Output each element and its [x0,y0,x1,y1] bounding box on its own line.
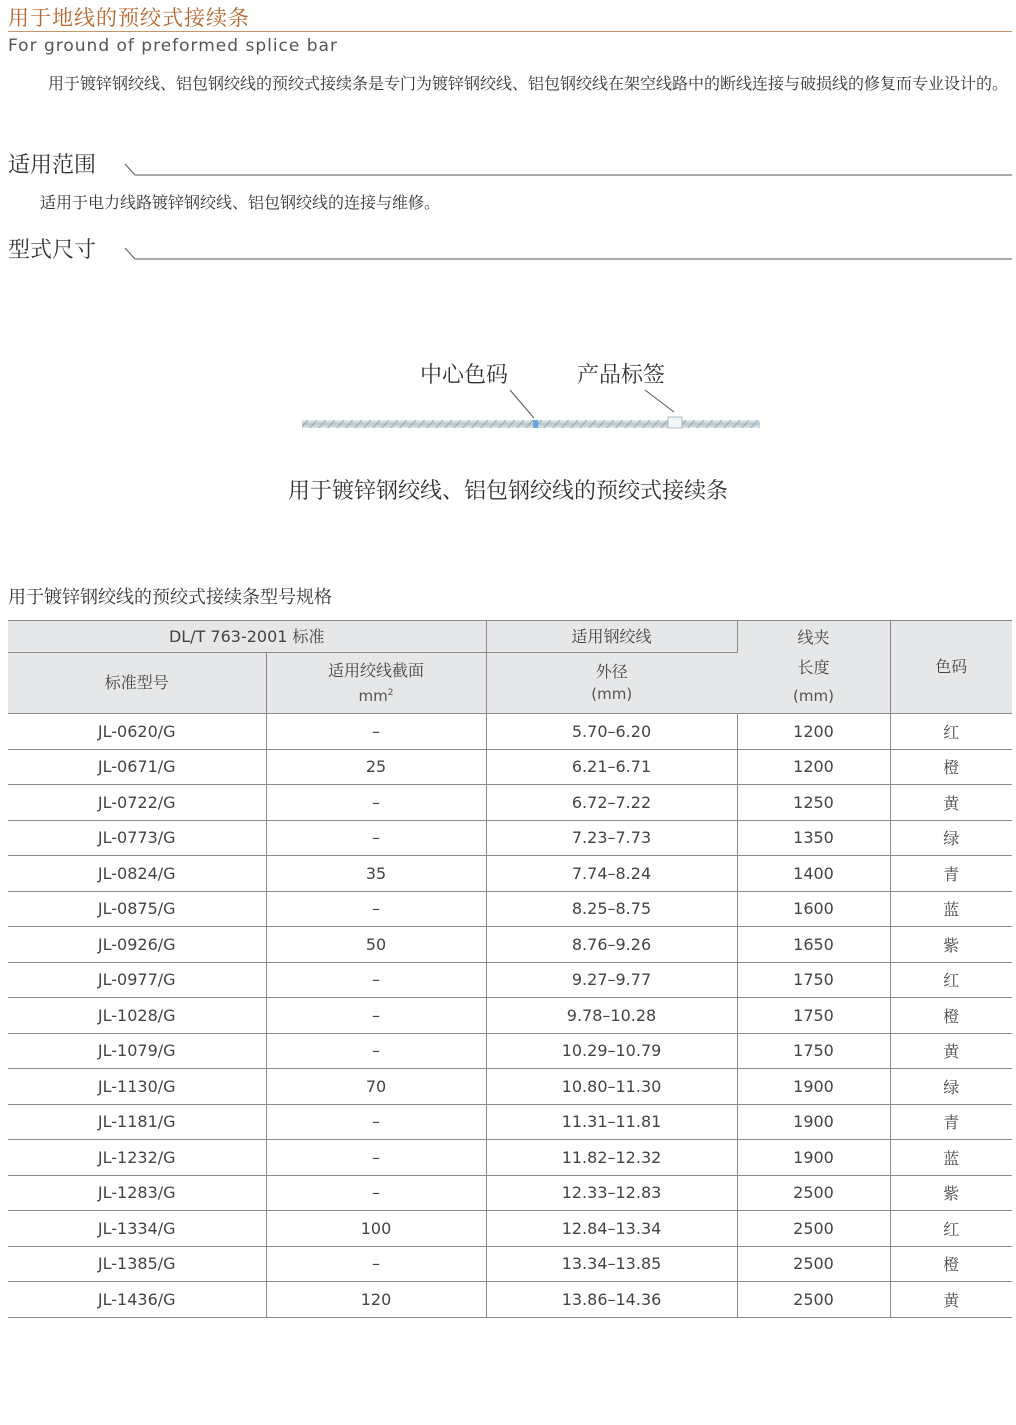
cell-color: 红 [890,962,1012,998]
cell-diameter: 13.34–13.85 [486,1246,737,1282]
header-length [737,621,890,714]
header-section [266,653,486,714]
header-diameter-unit: (mm) [591,685,633,703]
page-subtitle: For ground of preformed splice bar [8,36,338,56]
header-length-line2: 长度 [797,658,830,677]
table-row [8,962,1012,998]
cell-model: JL-1385/G [8,1246,266,1282]
header-diameter-label: 外径 [595,662,628,681]
cell-length: 1750 [737,962,890,998]
header-section-unit [267,682,486,707]
cell-diameter: 10.80–11.30 [486,1069,737,1105]
cell-section: 50 [266,927,486,963]
header-length-unit: (mm) [793,687,834,705]
label-center-color-code: 中心色码 [420,363,509,388]
intro-paragraph: 用于镀锌钢绞线、铝包钢绞线的预绞式接续条是专门为镀锌钢绞线、铝包钢绞线在架空线路中的断线连接与破损线的修复而专业设计的。 [48,74,1009,93]
cell-color: 紫 [890,1175,1012,1211]
table-row [8,1140,1012,1176]
cell-length: 1750 [737,998,890,1034]
cell-length: 1200 [737,714,890,750]
label-product-tag: 产品标签 [577,363,666,388]
title-divider [8,31,1012,32]
cell-model: JL-1334/G [8,1211,266,1247]
cell-section: – [266,1246,486,1282]
spec-table-body [8,714,1012,1318]
cell-diameter: 9.27–9.77 [486,962,737,998]
cell-section: – [266,962,486,998]
product-tag-mark [668,417,682,428]
table-row [8,820,1012,856]
table-row [8,1033,1012,1069]
cell-length: 1750 [737,1033,890,1069]
table-row [8,1211,1012,1247]
cell-color: 红 [890,1211,1012,1247]
cell-section: – [266,714,486,750]
cell-section: – [266,820,486,856]
cell-length: 2500 [737,1282,890,1318]
cell-color: 橙 [890,1246,1012,1282]
table-row [8,891,1012,927]
cell-section: – [266,998,486,1034]
cell-color: 青 [890,856,1012,892]
cell-color: 橙 [890,998,1012,1034]
scope-heading: 适用范围 [8,153,97,178]
cell-model: JL-1130/G [8,1069,266,1105]
cell-diameter: 6.72–7.22 [486,785,737,821]
cell-length: 1900 [737,1140,890,1176]
leader-line-tag [645,390,674,412]
cell-color: 绿 [890,820,1012,856]
table-title: 用于镀锌钢绞线的预绞式接续条型号规格 [8,587,332,608]
table-row [8,1282,1012,1318]
cell-section: 70 [266,1069,486,1105]
dimensions-heading: 型式尺寸 [8,238,97,263]
header-model: 标准型号 [8,653,266,714]
table-row [8,1175,1012,1211]
cell-diameter: 6.21–6.71 [486,749,737,785]
table-row [8,927,1012,963]
cell-diameter: 12.84–13.34 [486,1211,737,1247]
cell-section: – [266,1104,486,1140]
header-section-unit-text: mm [358,686,388,705]
cell-section: 100 [266,1211,486,1247]
scope-heading-rule [125,158,1012,178]
cell-color: 蓝 [890,1140,1012,1176]
cell-model: JL-1232/G [8,1140,266,1176]
dimensions-heading-rule [125,242,1012,262]
splice-bar-twist [302,420,760,428]
leader-line-center [510,390,534,418]
cell-section: – [266,1175,486,1211]
table-row [8,856,1012,892]
cell-model: JL-1181/G [8,1104,266,1140]
cell-length: 2500 [737,1175,890,1211]
header-section-unit-sup: 2 [387,687,394,698]
cell-color: 红 [890,714,1012,750]
cell-diameter: 5.70–6.20 [486,714,737,750]
cell-section: 35 [266,856,486,892]
spec-table [8,620,1012,1318]
cell-model: JL-0875/G [8,891,266,927]
cell-color: 橙 [890,749,1012,785]
cell-section: 120 [266,1282,486,1318]
cell-diameter: 7.23–7.73 [486,820,737,856]
cell-model: JL-0773/G [8,820,266,856]
header-color-code: 色码 [890,621,1012,714]
cell-diameter: 10.29–10.79 [486,1033,737,1069]
cell-model: JL-0926/G [8,927,266,963]
cell-model: JL-0722/G [8,785,266,821]
table-row [8,1104,1012,1140]
cell-length: 1250 [737,785,890,821]
cell-model: JL-1028/G [8,998,266,1034]
table-row [8,749,1012,785]
header-length-line1: 线夹 [797,628,830,647]
cell-section: 25 [266,749,486,785]
cell-color: 绿 [890,1069,1012,1105]
cell-length: 1350 [737,820,890,856]
cell-diameter: 9.78–10.28 [486,998,737,1034]
cell-section: – [266,785,486,821]
cell-diameter: 12.33–12.83 [486,1175,737,1211]
cell-color: 青 [890,1104,1012,1140]
cell-diameter: 7.74–8.24 [486,856,737,892]
cell-diameter: 11.31–11.81 [486,1104,737,1140]
table-row [8,785,1012,821]
cell-length: 2500 [737,1211,890,1247]
cell-color: 蓝 [890,891,1012,927]
table-row [8,1246,1012,1282]
cell-length: 1400 [737,856,890,892]
cell-diameter: 13.86–14.36 [486,1282,737,1318]
scope-text: 适用于电力线路镀锌钢绞线、铝包钢绞线的连接与维修。 [40,193,441,212]
diagram-caption: 用于镀锌钢绞线、铝包钢绞线的预绞式接续条 [287,479,728,504]
cell-color: 黄 [890,1282,1012,1318]
table-row [8,998,1012,1034]
cell-diameter: 8.76–9.26 [486,927,737,963]
header-section-label: 适用绞线截面 [327,660,424,680]
table-row [8,714,1012,750]
cell-model: JL-1436/G [8,1282,266,1318]
cell-length: 2500 [737,1246,890,1282]
cell-length: 1600 [737,891,890,927]
header-standard-group: DL/T 763-2001 标准 [8,621,486,653]
cell-section: – [266,891,486,927]
cell-model: JL-0671/G [8,749,266,785]
cell-color: 黄 [890,1033,1012,1069]
cell-diameter: 11.82–12.32 [486,1140,737,1176]
cell-section: – [266,1033,486,1069]
cell-length: 1650 [737,927,890,963]
cell-model: JL-1283/G [8,1175,266,1211]
cell-model: JL-0824/G [8,856,266,892]
cell-model: JL-0620/G [8,714,266,750]
header-diameter [486,653,737,714]
cell-diameter: 8.25–8.75 [486,891,737,927]
center-color-mark [533,420,538,428]
cell-section: – [266,1140,486,1176]
cell-model: JL-0977/G [8,962,266,998]
header-strand-group: 适用钢绞线 [486,621,737,653]
cell-length: 1900 [737,1104,890,1140]
cell-length: 1900 [737,1069,890,1105]
cell-color: 黄 [890,785,1012,821]
cell-length: 1200 [737,749,890,785]
cell-model: JL-1079/G [8,1033,266,1069]
table-row [8,1069,1012,1105]
splice-bar-illustration [290,380,770,440]
cell-color: 紫 [890,927,1012,963]
page-title: 用于地线的预绞式接续条 [8,6,250,30]
